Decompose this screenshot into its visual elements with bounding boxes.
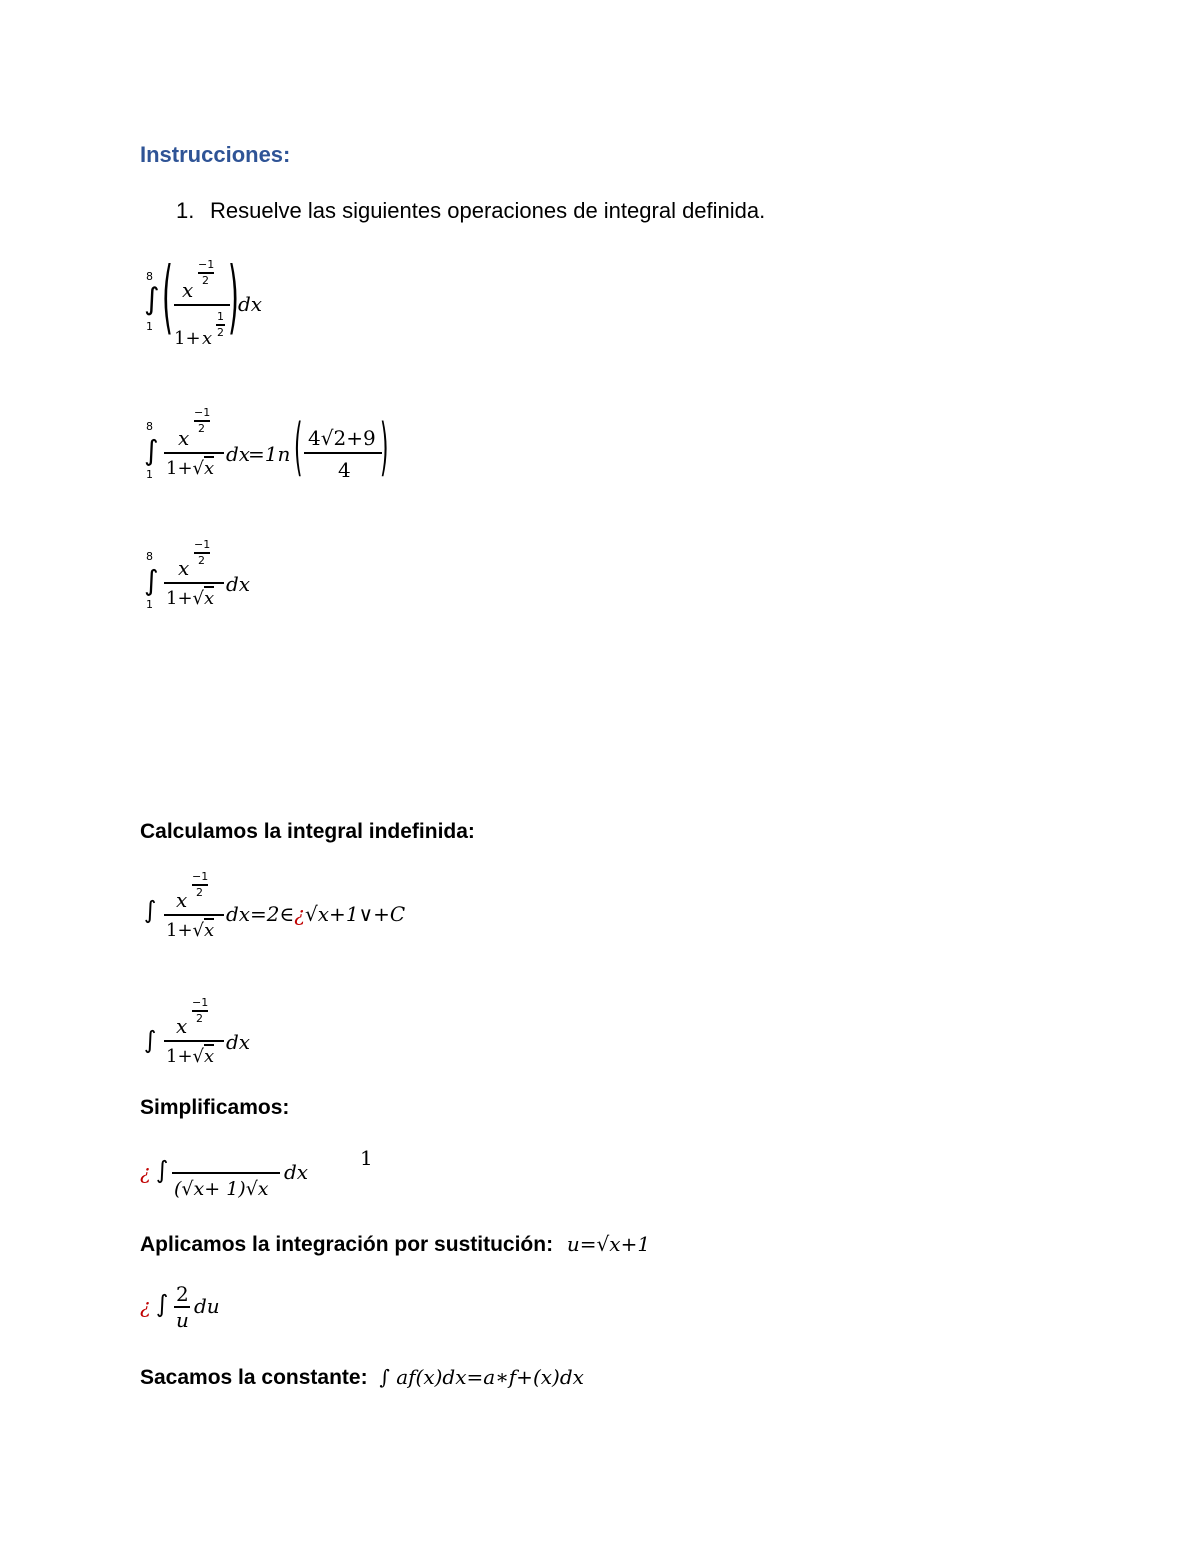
- list-item: [176, 198, 765, 224]
- exp-num: −1: [192, 996, 209, 1009]
- left-paren: (: [162, 250, 173, 343]
- differential: dx: [226, 902, 251, 926]
- exp-num: −1: [198, 258, 215, 271]
- half-num: 1: [217, 310, 224, 323]
- differential: dx: [284, 1160, 309, 1184]
- ln-fraction-bar: [304, 452, 382, 454]
- instructions-heading: Instrucciones:: [140, 142, 291, 167]
- differential-du: du: [194, 1294, 220, 1318]
- equation-4: [144, 868, 444, 948]
- denominator: 1+: [174, 328, 201, 349]
- integral-sign: ∫: [144, 434, 159, 467]
- section-substitution: [140, 1232, 650, 1257]
- lower-limit: 1: [146, 320, 153, 333]
- substitution-expression: u=√x+1: [566, 1232, 651, 1256]
- list-item-text: Resuelve las siguientes operaciones de integral definida.: [210, 198, 766, 223]
- upper-limit: 8: [146, 550, 153, 563]
- numerator-x: x: [176, 888, 188, 912]
- exp-den: 2: [196, 1012, 203, 1025]
- equation-3: [144, 536, 264, 618]
- inverted-question: ¿: [294, 902, 306, 926]
- fraction-bar: [164, 582, 224, 584]
- numerator-x: x: [182, 278, 194, 302]
- ln-numerator: 4√2+9: [308, 426, 376, 450]
- fraction-bar: [164, 914, 224, 916]
- upper-limit: 8: [146, 270, 153, 283]
- differential: dx: [226, 1030, 251, 1054]
- two-numerator: 2: [176, 1282, 189, 1306]
- integral-sign: ∫: [144, 896, 157, 924]
- exp-num: −1: [194, 538, 211, 551]
- lower-limit: 1: [146, 598, 153, 611]
- equation-2: [144, 404, 404, 486]
- integral-sign: ∫: [144, 282, 160, 317]
- denominator: 1+√x: [166, 458, 215, 479]
- left-paren: (: [294, 410, 303, 483]
- half-den: 2: [217, 326, 224, 339]
- fraction-bar: [164, 452, 224, 454]
- numerator-x: x: [178, 426, 190, 450]
- numerator-x: x: [178, 556, 190, 580]
- equation-5: [144, 996, 264, 1076]
- differential: dx: [226, 572, 251, 596]
- equation-1: [144, 252, 284, 352]
- inverted-question: ¿: [140, 1160, 151, 1184]
- exp-den: 2: [202, 274, 209, 287]
- denominator: 1+√x: [166, 920, 215, 941]
- differential: dx: [226, 442, 251, 466]
- u-denominator: u: [176, 1308, 189, 1332]
- exp-num: −1: [194, 406, 211, 419]
- integral-sign: ∫: [156, 1290, 169, 1318]
- constant-expression: ∫ af(x)dx=a∗f+(x)dx: [379, 1365, 584, 1389]
- section-constant: [140, 1365, 584, 1390]
- equation-7: [140, 1284, 260, 1336]
- right-paren: ): [228, 250, 239, 343]
- fraction-bar: [172, 1172, 280, 1174]
- list-number: 1.: [176, 198, 195, 223]
- ln-denominator: 4: [338, 458, 351, 482]
- right-paren: ): [380, 410, 389, 483]
- lower-limit: 1: [146, 468, 153, 481]
- integral-sign: ∫: [156, 1156, 169, 1184]
- equation-6: [140, 1146, 373, 1206]
- denominator-x: x: [202, 328, 213, 349]
- inverted-question: ¿: [140, 1294, 151, 1318]
- simp-numerator: 1: [360, 1146, 373, 1170]
- integral-sign: ∫: [144, 564, 159, 597]
- fraction-bar: [164, 1040, 224, 1042]
- denominator: 1+√x: [166, 588, 215, 609]
- integral-sign: ∫: [144, 1026, 157, 1054]
- exp-num: −1: [192, 870, 209, 883]
- exp-den: 2: [198, 554, 205, 567]
- fraction-bar: [174, 304, 230, 306]
- substitution-label: Aplicamos la integración por sustitución:: [140, 1233, 554, 1256]
- exp-den: 2: [198, 422, 205, 435]
- denominator: 1+√x: [166, 1046, 215, 1067]
- numerator-x: x: [176, 1014, 188, 1038]
- section-simplify: Simplificamos:: [140, 1096, 290, 1119]
- upper-limit: 8: [146, 420, 153, 433]
- constant-label: Sacamos la constante:: [140, 1366, 368, 1389]
- equals-ln: =1n: [248, 442, 291, 466]
- simp-denominator: (√x+ 1)√x: [174, 1178, 269, 1200]
- exp-den: 2: [196, 886, 203, 899]
- differential: dx: [238, 292, 263, 316]
- result-part: =2∈¿√x+1∨+C: [250, 902, 406, 926]
- section-calc: Calculamos la integral indefinida:: [140, 820, 475, 843]
